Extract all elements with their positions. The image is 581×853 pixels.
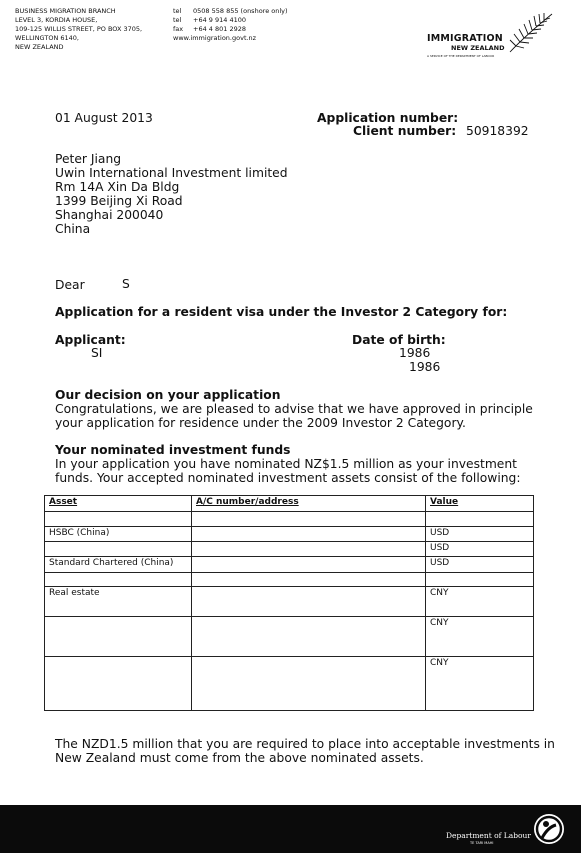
salutation-initial: S xyxy=(122,277,130,291)
column-header-account: A/C number/address xyxy=(192,496,426,512)
contact-value: +64 9 914 4100 xyxy=(193,16,246,24)
table-row xyxy=(45,512,534,527)
table-row xyxy=(45,542,534,557)
recipient-line: Rm 14A Xin Da Bldg xyxy=(55,180,180,194)
column-header-asset: Asset xyxy=(45,496,192,512)
funds-text xyxy=(55,457,521,485)
table-header-row xyxy=(45,496,534,512)
account-cell xyxy=(192,512,426,527)
address-line: 109-125 WILLIS STREET, PO BOX 3705, xyxy=(15,25,143,33)
contact-row xyxy=(173,25,288,34)
funds-heading: Your nominated investment funds xyxy=(55,443,291,457)
value-cell xyxy=(426,573,534,587)
contact-value: +64 4 801 2928 xyxy=(193,25,246,33)
contact-value: 0508 558 855 (onshore only) xyxy=(193,7,288,15)
table-row xyxy=(45,657,534,711)
asset-cell: Standard Chartered (China) xyxy=(45,557,192,573)
asset-cell: Real estate xyxy=(45,587,192,617)
contact-row xyxy=(173,34,288,43)
contact-link[interactable]: www.immigration.govt.nz xyxy=(173,34,257,42)
closing-text xyxy=(55,737,555,765)
recipient-line: 1399 Beijing Xi Road xyxy=(55,194,183,208)
subject-line: Application for a resident visa under the Investor 2 Category for: xyxy=(55,305,508,319)
department-maori-name: TE TARI MAHI xyxy=(470,841,494,845)
contact-label: tel xyxy=(173,7,182,15)
closing-line: The NZD1.5 million that you are required to place into acceptable investments in xyxy=(55,737,555,751)
decision-line: Congratulations, we are pleased to advise that we have approved in principle xyxy=(55,402,533,416)
footer-bar xyxy=(0,805,581,853)
asset-cell xyxy=(45,512,192,527)
logo-tagline: A SERVICE OF THE DEPARTMENT OF LABOUR xyxy=(427,54,495,58)
value-cell: USD xyxy=(426,557,534,573)
account-cell xyxy=(192,557,426,573)
value-cell: CNY xyxy=(426,587,534,617)
address-line: NEW ZEALAND xyxy=(15,43,64,51)
table-row xyxy=(45,557,534,573)
decision-text xyxy=(55,402,533,430)
dob-value: 1986 xyxy=(409,360,441,374)
applicant-label: Applicant: xyxy=(55,333,126,347)
letterhead-address xyxy=(15,7,142,52)
account-cell xyxy=(192,617,426,657)
department-logo-icon xyxy=(532,812,566,846)
table-row xyxy=(45,527,534,542)
account-cell xyxy=(192,542,426,557)
closing-line: New Zealand must come from the above nominated assets. xyxy=(55,751,424,765)
recipient-address xyxy=(55,152,288,236)
account-cell xyxy=(192,573,426,587)
assets-table xyxy=(44,495,534,711)
contact-row xyxy=(173,16,288,25)
client-number: 50918392 xyxy=(466,124,529,138)
asset-cell xyxy=(45,657,192,711)
column-header-value: Value xyxy=(426,496,534,512)
asset-cell: HSBC (China) xyxy=(45,527,192,542)
value-cell xyxy=(426,512,534,527)
account-cell xyxy=(192,657,426,711)
decision-heading: Our decision on your application xyxy=(55,388,281,402)
asset-cell xyxy=(45,542,192,557)
table-row xyxy=(45,587,534,617)
table-row xyxy=(45,573,534,587)
recipient-line: Shanghai 200040 xyxy=(55,208,164,222)
asset-cell xyxy=(45,617,192,657)
logo-subtitle: NEW ZEALAND xyxy=(451,44,505,52)
account-cell xyxy=(192,527,426,542)
value-cell: CNY xyxy=(426,657,534,711)
address-line: WELLINGTON 6140, xyxy=(15,34,79,42)
address-line: BUSINESS MIGRATION BRANCH xyxy=(15,7,116,15)
recipient-line: Peter Jiang xyxy=(55,152,122,166)
application-number-label: Application number: xyxy=(317,111,459,125)
recipient-line: China xyxy=(55,222,91,236)
decision-line: your application for residence under the 2009 Investor 2 Category. xyxy=(55,416,466,430)
table-row xyxy=(45,617,534,657)
department-name: Department of Labour xyxy=(446,831,531,840)
fern-icon xyxy=(506,10,556,54)
immigration-logo xyxy=(424,10,564,65)
letterhead-contacts xyxy=(173,7,288,43)
client-number-label: Client number: xyxy=(353,124,457,138)
logo-title: IMMIGRATION xyxy=(427,33,503,44)
salutation: Dear xyxy=(55,278,85,292)
dob-label: Date of birth: xyxy=(352,333,446,347)
funds-line: In your application you have nominated NZ$1.5 million as your investment xyxy=(55,457,517,471)
funds-line: funds. Your accepted nominated investment assets consist of the following: xyxy=(55,471,521,485)
account-cell xyxy=(192,587,426,617)
asset-cell xyxy=(45,573,192,587)
recipient-line: Uwin International Investment limited xyxy=(55,166,288,180)
contact-row xyxy=(173,7,288,16)
letter-date: 01 August 2013 xyxy=(55,111,153,125)
dob-value: 1986 xyxy=(399,346,431,360)
applicant-initial: SI xyxy=(91,346,103,360)
value-cell: USD xyxy=(426,542,534,557)
contact-label: tel xyxy=(173,16,182,24)
value-cell: CNY xyxy=(426,617,534,657)
value-cell: USD xyxy=(426,527,534,542)
address-line: LEVEL 3, KORDIA HOUSE, xyxy=(15,16,98,24)
contact-label: fax xyxy=(173,25,184,33)
